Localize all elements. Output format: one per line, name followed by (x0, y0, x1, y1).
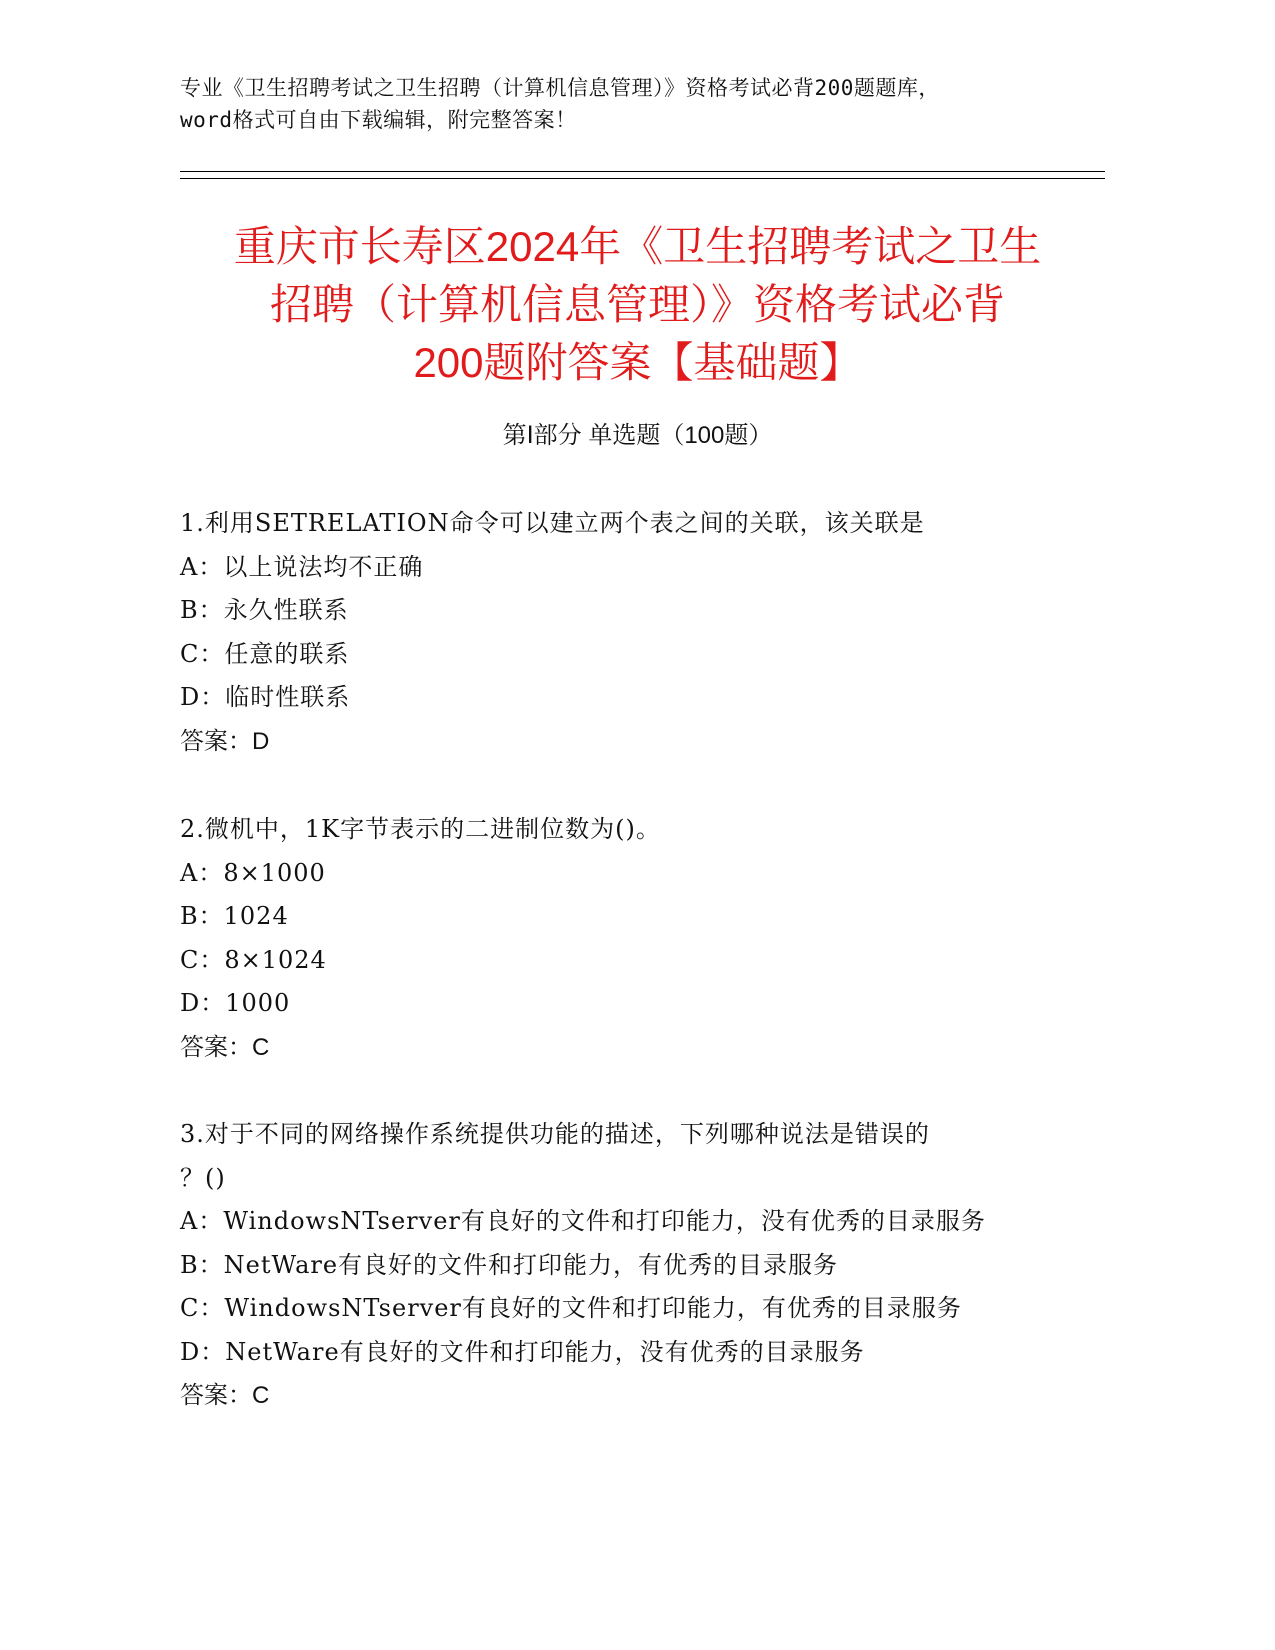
question-3 (180, 1113, 1080, 1418)
option-a: A：WindowsNTserver有良好的文件和打印能力，没有优秀的目录服务 (180, 1207, 986, 1235)
option-b: B：永久性联系 (180, 596, 349, 624)
option-b: B：1024 (180, 902, 289, 930)
option-d: D：NetWare有良好的文件和打印能力，没有优秀的目录服务 (180, 1337, 865, 1366)
document-title-line-2: 招聘（计算机信息管理）》资格考试必背 (269, 281, 1005, 328)
question-2 (180, 808, 1080, 1069)
answer: 答案：C (180, 1033, 270, 1061)
header-note (180, 72, 1100, 136)
option-d: D：临时性联系 (180, 683, 351, 711)
question-1 (180, 502, 1080, 763)
answer: 答案：C (180, 1382, 270, 1409)
option-c: C：WindowsNTserver有良好的文件和打印能力，有优秀的目录服务 (180, 1294, 962, 1322)
option-d: D：1000 (180, 989, 291, 1017)
document-title-line-3: 200题附答案【基础题】 (413, 339, 862, 386)
option-b: B：NetWare有良好的文件和打印能力，有优秀的目录服务 (180, 1250, 839, 1279)
document-title-line-1: 重庆市长寿区2024年《卫生招聘考试之卫生 (233, 223, 1042, 270)
option-c: C：8×1024 (180, 945, 327, 974)
section-title: 第Ⅰ部分 单选题（100题） (502, 422, 773, 449)
option-c: C：任意的联系 (180, 639, 350, 668)
question-stem-continued: ？() (180, 1163, 226, 1192)
header-note-line-2: word格式可自由下载编辑，附完整答案！ (180, 108, 577, 132)
header-divider-bottom (180, 178, 1105, 179)
question-stem: 3.对于不同的网络操作系统提供功能的描述，下列哪种说法是错误的 (180, 1120, 930, 1148)
question-stem: 2.微机中，1K字节表示的二进制位数为()。 (180, 815, 661, 843)
option-a: A：以上说法均不正确 (180, 552, 424, 581)
header-divider-top (180, 171, 1105, 172)
answer: 答案：D (180, 727, 270, 755)
question-stem: 1.利用SETRELATION命令可以建立两个表之间的关联，该关联是 (180, 509, 925, 537)
document-title (150, 218, 1125, 392)
header-note-line-1: 专业《卫生招聘考试之卫生招聘（计算机信息管理）》资格考试必背200题题库， (180, 76, 940, 100)
option-a: A：8×1000 (180, 858, 326, 887)
